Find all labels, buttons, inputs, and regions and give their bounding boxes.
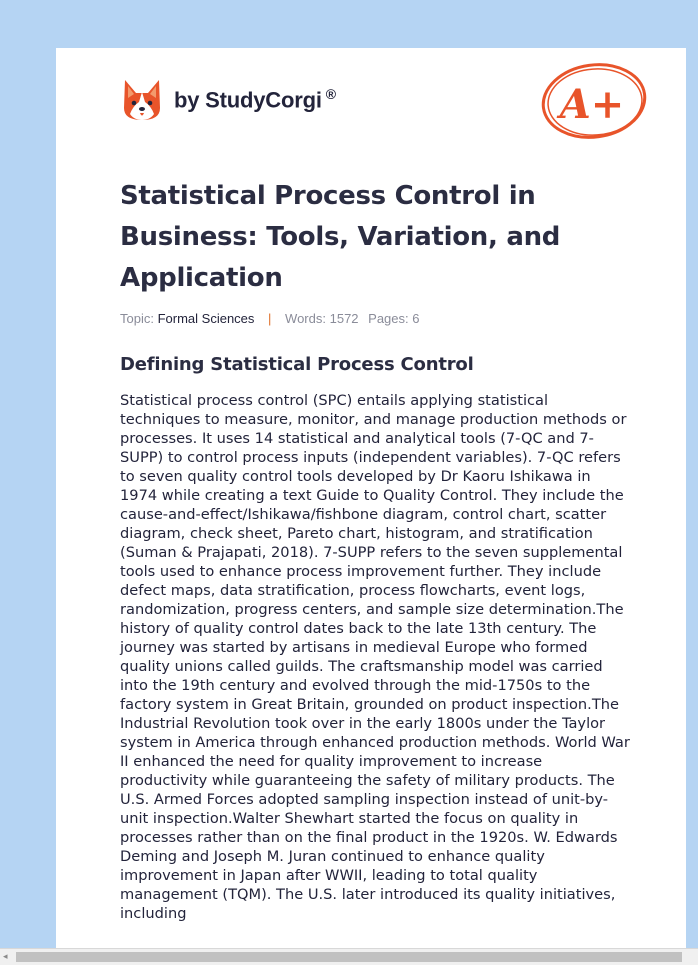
grade-badge bbox=[538, 60, 650, 146]
horizontal-scrollbar[interactable] bbox=[0, 948, 698, 965]
pages-label: Pages: bbox=[368, 311, 409, 326]
meta-separator: | bbox=[268, 311, 272, 326]
scroll-left-arrow-icon[interactable]: ◂ bbox=[3, 952, 8, 962]
topic-label: Topic: bbox=[120, 311, 154, 326]
section-heading: Defining Statistical Process Control bbox=[120, 354, 474, 375]
logo-text: by StudyCorgi ® bbox=[174, 86, 336, 113]
document-page bbox=[56, 48, 686, 964]
article-title: Statistical Process Control in Business: Tools, Variation, and Application bbox=[120, 181, 561, 293]
grade-text: A+ bbox=[559, 81, 625, 128]
pages-value: 6 bbox=[412, 311, 420, 326]
words-value: 1572 bbox=[329, 311, 359, 326]
words-label: Words: bbox=[285, 311, 326, 326]
scrollbar-thumb[interactable] bbox=[16, 952, 682, 962]
studycorgi-logo[interactable] bbox=[122, 76, 336, 124]
article-meta bbox=[120, 311, 420, 326]
corgi-icon bbox=[122, 78, 162, 122]
body-paragraph: Statistical process control (SPC) entails applying statistical techniques to measure, monitor, and manage production methods or processes. It uses 14 statistical and analytical tools (7-QC and 7-SUPP) to control process inputs (independent variables). 7-QC refers to seven quality control tools developed by Dr Kaoru Ishikawa in 1974 while creating a text Guide to Quality Control. They include the cause-and-effect/Ishikawa/fishbone diagram, control chart, scatter diagram, check sheet, Pareto chart, histogram, and stratification (Suman & Prajapati, 2018). 7-SUPP refers to the seven supplemental tools used to enhance process improvement further. They include defect maps, data stratification, process flowcharts, event logs, randomization, progress centers, and sample size determination.The history of quality control dates back to the late 13th century. The journey was started by artisans in medieval Europe who formed quality unions called guilds. The craftsmanship model was carried into the 19th century and evolved through the mid-1750s to the factory system in Great Britain, grounded on product inspection.The Industrial Revolution took over in the early 1800s under the Taylor system in America through enhanced production methods. World War II enhanced the need for quality improvement to increase productivity while guaranteeing the safety of military products. The U.S. Armed Forces adopted sampling inspection instead of unit-by-unit inspection.Walter Shewhart started the focus on quality in processes rather than on the final product in the 1920s. W. Edwards Deming and Joseph M. Juran continued to enhance quality improvement in Japan after WWII, leading to total quality management (TQM). The U.S. later introduced its quality initiatives, including bbox=[120, 392, 630, 922]
topic-link[interactable]: Formal Sciences bbox=[157, 311, 255, 326]
registered-mark: ® bbox=[325, 86, 336, 103]
